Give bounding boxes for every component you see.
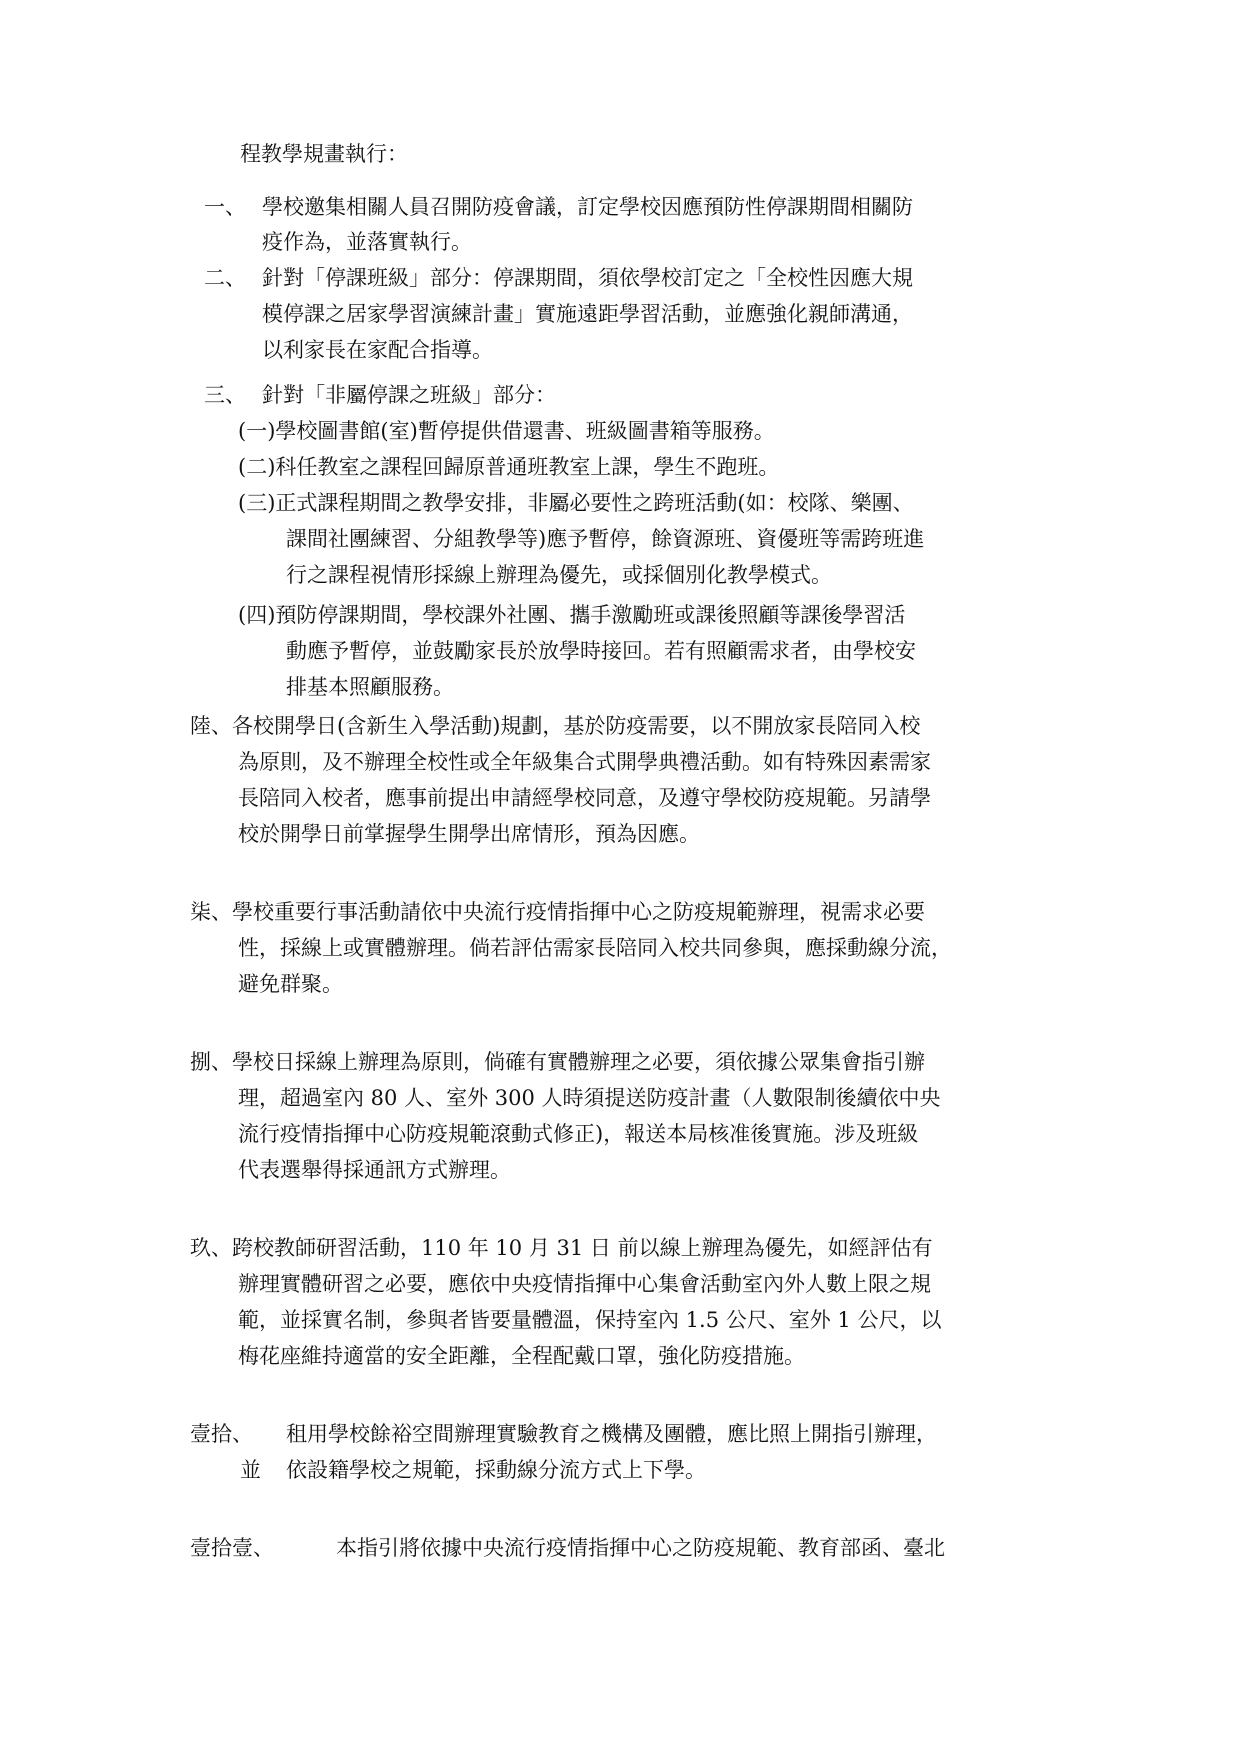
item-3-marker: 三、: [204, 383, 246, 407]
item-2-line-3: 以利家長在家配合指導。: [262, 338, 493, 362]
sec-9-line-3: 範，並採實名制，參與者皆要量體溫，保持室內 1.5 公尺、室外 1 公尺，以: [238, 1308, 942, 1332]
sub-4-line-3: 排基本照顧服務。: [286, 675, 454, 699]
item-1-line-2: 疫作為，並落實執行。: [262, 230, 472, 254]
sec-8-line-2: 理，超過室內 80 人、室外 300 人時須提送防疫計畫（人數限制後續依中央: [238, 1086, 941, 1110]
sec-7-line-1: 柒、學校重要行事活動請依中央流行疫情指揮中心之防疫規範辦理，視需求必要: [190, 900, 925, 924]
sub-4-line-1: (四)預防停課期間，學校課外社團、攜手激勵班或課後照顧等課後學習活: [238, 603, 906, 627]
sub-3-line-2: 課間社團練習、分組教學等)應予暫停，餘資源班、資優班等需跨班進: [286, 527, 925, 551]
sec-7-line-3: 避免群聚。: [238, 972, 343, 996]
sub-2-line-1: (二)科任教室之課程回歸原普通班教室上課，學生不跑班。: [238, 455, 780, 479]
item-2-line-1: 針對「停課班級」部分：停課期間，須依學校訂定之「全校性因應大規: [262, 266, 913, 290]
sec-8-line-3: 流行疫情指揮中心防疫規範滾動式修正)，報送本局核准後實施。涉及班級: [238, 1122, 919, 1146]
sec-11-marker: 壹拾壹、: [190, 1536, 274, 1560]
sec-9-line-4: 梅花座維持適當的安全距離，全程配戴口罩，強化防疫措施。: [238, 1344, 805, 1368]
sec-8-line-1: 捌、學校日採線上辦理為原則，倘確有實體辦理之必要，須依據公眾集會指引辦: [190, 1050, 925, 1074]
intro-tail: 程教學規畫執行：: [240, 142, 408, 166]
sec-6-line-4: 校於開學日前掌握學生開學出席情形，預為因應。: [238, 822, 700, 846]
sec-8-line-4: 代表選舉得採通訊方式辦理。: [238, 1158, 511, 1182]
sec-7-line-2: 性，採線上或實體辦理。倘若評估需家長陪同入校共同參與，應採動線分流，: [238, 936, 952, 960]
sub-3-line-3: 行之課程視情形採線上辦理為優先，或採個別化教學模式。: [286, 563, 832, 587]
sec-9-line-1: 玖、跨校教師研習活動，110 年 10 月 31 日 前以線上辦理為優先，如經評估有: [190, 1236, 933, 1260]
sec-9-line-2: 辦理實體研習之必要，應依中央疫情指揮中心集會活動室內外人數上限之規: [238, 1272, 931, 1296]
item-2-marker: 二、: [204, 266, 246, 290]
sec-10-marker: 壹拾、: [190, 1422, 253, 1446]
sec-10-continuation-mark: 並: [240, 1458, 261, 1482]
sec-10-line-2: 依設籍學校之規範，採動線分流方式上下學。: [286, 1458, 706, 1482]
item-1-marker: 一、: [204, 195, 246, 219]
sub-4-line-2: 動應予暫停，並鼓勵家長於放學時接回。若有照顧需求者，由學校安: [286, 639, 916, 663]
sec-6-line-1: 陸、各校開學日(含新生入學活動)規劃，基於防疫需要，以不開放家長陪同入校: [190, 714, 921, 738]
item-3-line-1: 針對「非屬停課之班級」部分：: [262, 383, 556, 407]
sec-11-line-1: 本指引將依據中央流行疫情指揮中心之防疫規範、教育部函、臺北: [336, 1536, 945, 1560]
sub-3-line-1: (三)正式課程期間之教學安排，非屬必要性之跨班活動(如：校隊、樂團、: [238, 491, 914, 515]
sec-6-line-3: 長陪同入校者，應事前提出申請經學校同意，及遵守學校防疫規範。另請學: [238, 786, 931, 810]
sec-10-line-1: 租用學校餘裕空間辦理實驗教育之機構及團體，應比照上開指引辦理，: [286, 1422, 937, 1446]
item-2-line-2: 模停課之居家學習演練計畫」實施遠距學習活動，並應強化親師溝通，: [262, 302, 913, 326]
sub-1-line-1: (一)學校圖書館(室)暫停提供借還書、班級圖書箱等服務。: [238, 419, 775, 443]
sec-6-line-2: 為原則，及不辦理全校性或全年級集合式開學典禮活動。如有特殊因素需家: [238, 750, 931, 774]
item-1-line-1: 學校邀集相關人員召開防疫會議，訂定學校因應預防性停課期間相關防: [262, 195, 913, 219]
